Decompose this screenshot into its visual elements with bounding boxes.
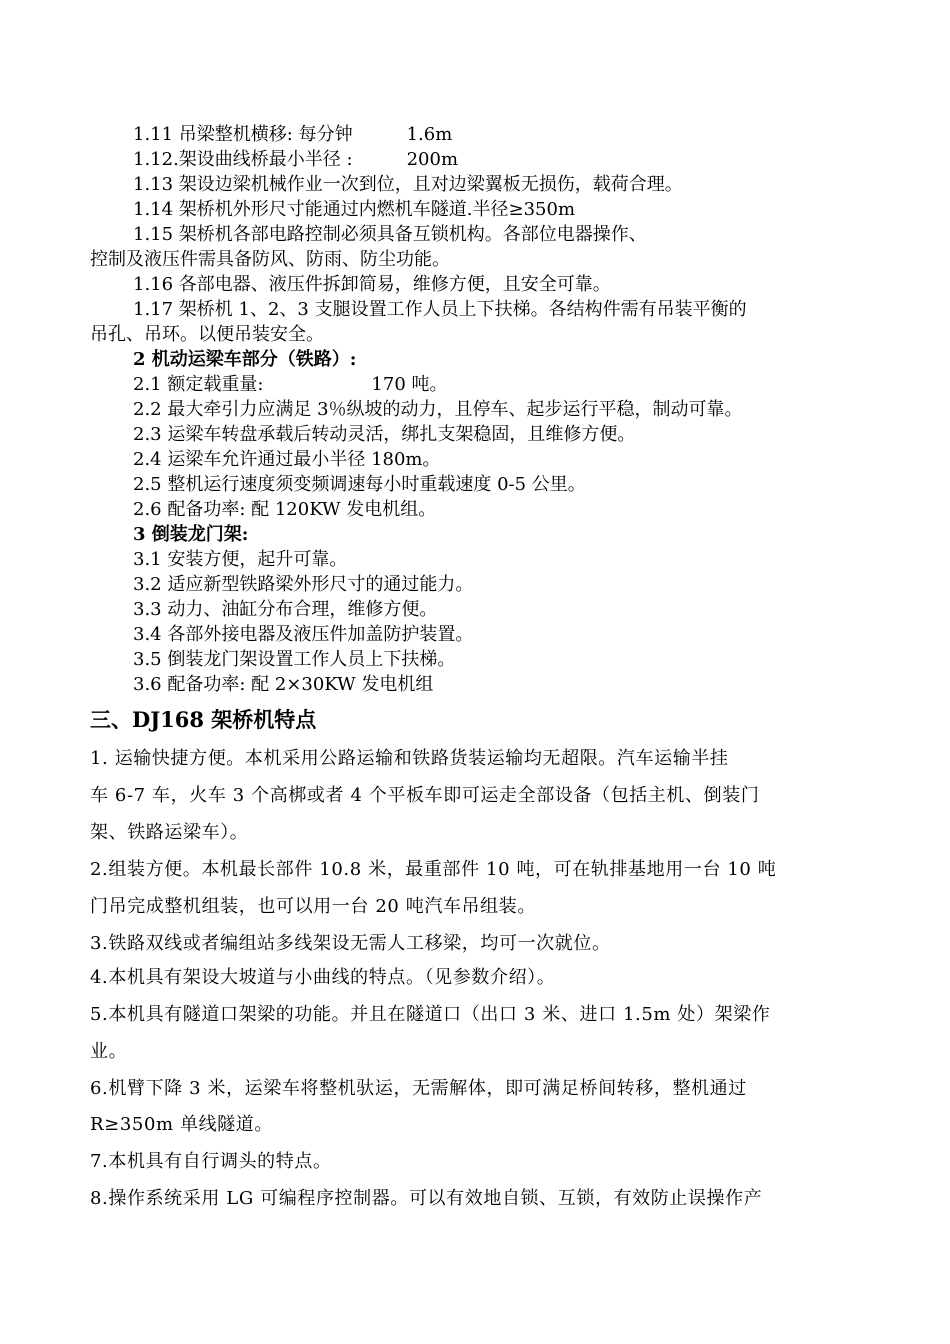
section-3-item: 3.5 倒装龙门架设置工作人员上下扶梯。 [133, 649, 456, 670]
section-3-item: 3.1 安装方便，起升可靠。 [133, 549, 348, 570]
spec-line-1-15: 1.15 架桥机各部电路控制必须具备互锁机构。各部位电器操作、 [133, 224, 647, 245]
section-3-item: 3.6 配备功率: 配 2×30KW 发电机组 [133, 674, 434, 695]
section-3-item: 3.2 适应新型铁路梁外形尺寸的通过能力。 [133, 574, 474, 595]
features-line: 8.操作系统采用 LG 可编程序控制器。可以有效地自锁、互锁，有效防止误操作产 [90, 1188, 763, 1209]
features-line: 5.本机具有隧道口架梁的功能。并且在隧道口（出口 3 米、进口 1.5m 处）架梁作 [90, 1004, 771, 1025]
spec-line-1-11: 1.11 吊梁整机横移: 每分钟 1.6m [133, 124, 453, 145]
features-line: 2.组装方便。本机最长部件 10.8 米，最重部件 10 吨，可在轨排基地用一台 10 吨 [90, 859, 777, 880]
features-line: 1. 运输快捷方便。本机采用公路运输和铁路货装运输均无超限。汽车运输半挂 [90, 748, 729, 769]
features-line: 7.本机具有自行调头的特点。 [90, 1151, 332, 1172]
section-2-heading: 2 机动运梁车部分（铁路）: [133, 349, 357, 370]
section-2-item: 2.6 配备功率: 配 120KW 发电机组。 [133, 499, 437, 520]
spec-line-1-15-cont: 控制及液压件需具备防风、防雨、防尘功能。 [90, 249, 450, 270]
spec-line-1-17: 1.17 架桥机 1、2、3 支腿设置工作人员上下扶梯。各结构件需有吊装平衡的 [133, 299, 747, 320]
features-line: 车 6-7 车，火车 3 个高梆或者 4 个平板车即可运走全部设备（包括主机、倒装门 [90, 785, 760, 806]
section-2-item: 2.3 运梁车转盘承载后转动灵活，绑扎支架稳固，且维修方便。 [133, 424, 636, 445]
features-heading: 三、DJ168 架桥机特点 [90, 707, 317, 732]
section-2-item: 2.5 整机运行速度须变频调速每小时重载速度 0-5 公里。 [133, 474, 586, 495]
features-line: 门吊完成整机组装，也可以用一台 20 吨汽车吊组装。 [90, 896, 536, 917]
section-3-heading: 3 倒装龙门架: [133, 524, 249, 545]
features-line: 6.机臂下降 3 米，运梁车将整机驮运，无需解体，即可满足桥间转移，整机通过 [90, 1078, 747, 1099]
section-2-item: 2.2 最大牵引力应满足 3％纵坡的动力，且停车、起步运行平稳，制动可靠。 [133, 399, 743, 420]
spec-line-1-14: 1.14 架桥机外形尺寸能通过内燃机车隧道.半径≥350m [133, 199, 576, 220]
section-2-item: 2.4 运梁车允许通过最小半径 180m。 [133, 449, 441, 470]
spec-line-1-17-cont: 吊孔、吊环。以便吊装安全。 [90, 324, 324, 345]
section-3-item: 3.3 动力、油缸分布合理，维修方便。 [133, 599, 438, 620]
features-line: 架、铁路运梁车）。 [90, 822, 249, 843]
spec-line-1-12: 1.12.架设曲线桥最小半径 : 200m [133, 149, 459, 170]
spec-line-1-13: 1.13 架设边梁机械作业一次到位，且对边梁翼板无损伤，载荷合理。 [133, 174, 683, 195]
section-2-item: 2.1 额定载重量: 170 吨。 [133, 374, 448, 395]
section-3-item: 3.4 各部外接电器及液压件加盖防护装置。 [133, 624, 474, 645]
features-line: R≥350m 单线隧道。 [90, 1114, 273, 1135]
spec-line-1-16: 1.16 各部电器、液压件拆卸简易，维修方便，且安全可靠。 [133, 274, 611, 295]
features-line: 业。 [90, 1041, 128, 1062]
features-line: 4.本机具有架设大坡道与小曲线的特点。（见参数介绍）。 [90, 967, 556, 988]
features-line: 3.铁路双线或者编组站多线架设无需人工移梁，均可一次就位。 [90, 933, 611, 954]
